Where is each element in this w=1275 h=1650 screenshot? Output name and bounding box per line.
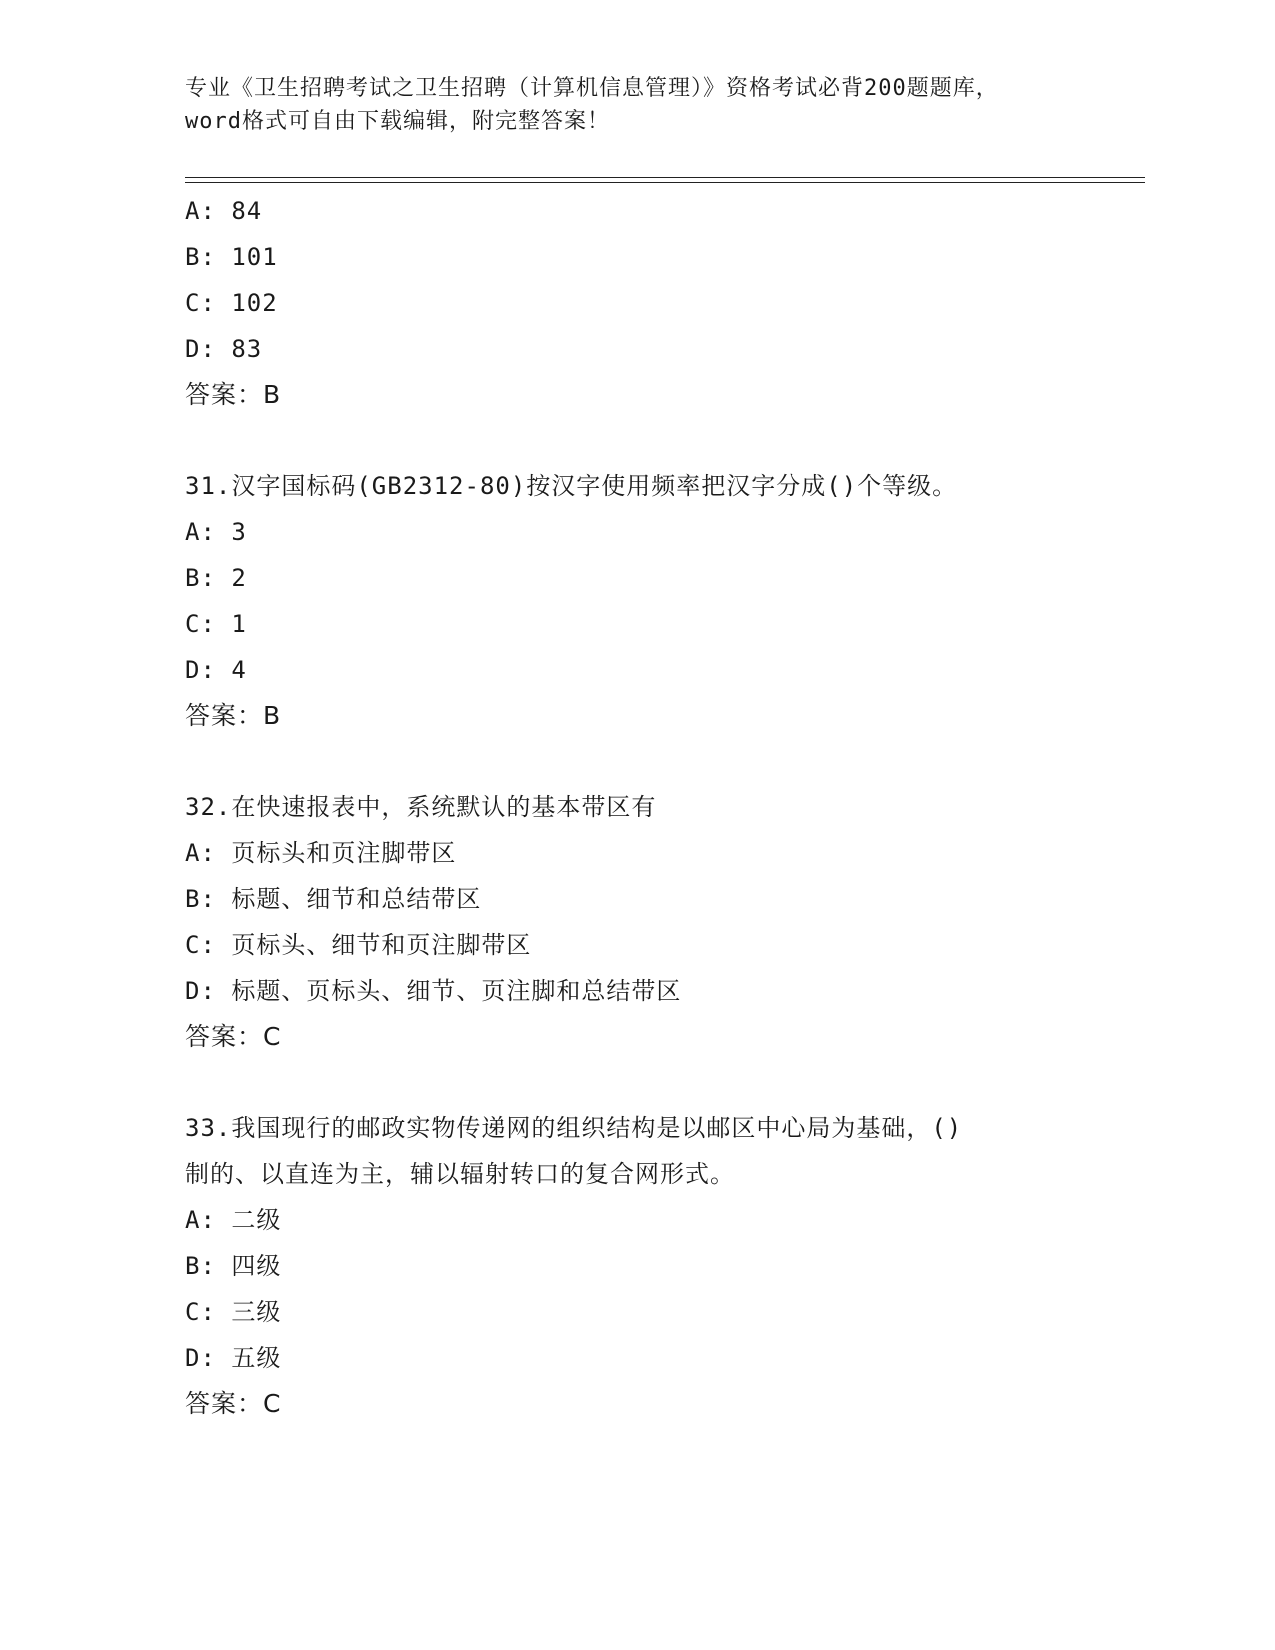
option-d: D: 83 <box>185 335 263 363</box>
option-b: B: 标题、细节和总结带区 <box>185 885 482 913</box>
question-33 <box>185 1105 1105 1427</box>
answer: 答案：C <box>185 1022 282 1051</box>
question-text: 32.在快速报表中，系统默认的基本带区有 <box>185 793 657 821</box>
question-text-line-2: 制的、以直连为主，辅以辐射转口的复合网形式。 <box>185 1160 735 1188</box>
option-c: C: 1 <box>185 610 247 638</box>
option-a: A: 3 <box>185 518 247 546</box>
answer: 答案：B <box>185 380 282 409</box>
option-a: A: 页标头和页注脚带区 <box>185 839 457 867</box>
option-c: C: 三级 <box>185 1298 282 1326</box>
option-d: D: 标题、页标头、细节、页注脚和总结带区 <box>185 977 682 1005</box>
option-d: D: 五级 <box>185 1344 282 1372</box>
option-b: B: 2 <box>185 564 247 592</box>
question-31 <box>185 463 1105 739</box>
answer: 答案：C <box>185 1389 282 1418</box>
option-d: D: 4 <box>185 656 247 684</box>
header-divider-bottom <box>185 182 1145 183</box>
document-header <box>185 72 1085 138</box>
option-c: C: 页标头、细节和页注脚带区 <box>185 931 532 959</box>
question-text-line-1: 33.我国现行的邮政实物传递网的组织结构是以邮区中心局为基础，() <box>185 1114 963 1142</box>
question-30 <box>185 188 1105 418</box>
question-list <box>185 188 1105 1427</box>
option-a: A: 84 <box>185 197 263 225</box>
header-divider-top <box>185 177 1145 178</box>
header-line-2: word格式可自由下载编辑，附完整答案！ <box>185 109 610 134</box>
option-b: B: 四级 <box>185 1252 282 1280</box>
question-32 <box>185 784 1105 1060</box>
header-line-1: 专业《卫生招聘考试之卫生招聘（计算机信息管理）》资格考试必背200题题库， <box>185 76 999 101</box>
option-c: C: 102 <box>185 289 278 317</box>
answer: 答案：B <box>185 701 282 730</box>
question-text: 31.汉字国标码(GB2312-80)按汉字使用频率把汉字分成()个等级。 <box>185 472 958 500</box>
option-b: B: 101 <box>185 243 278 271</box>
option-a: A: 二级 <box>185 1206 282 1234</box>
